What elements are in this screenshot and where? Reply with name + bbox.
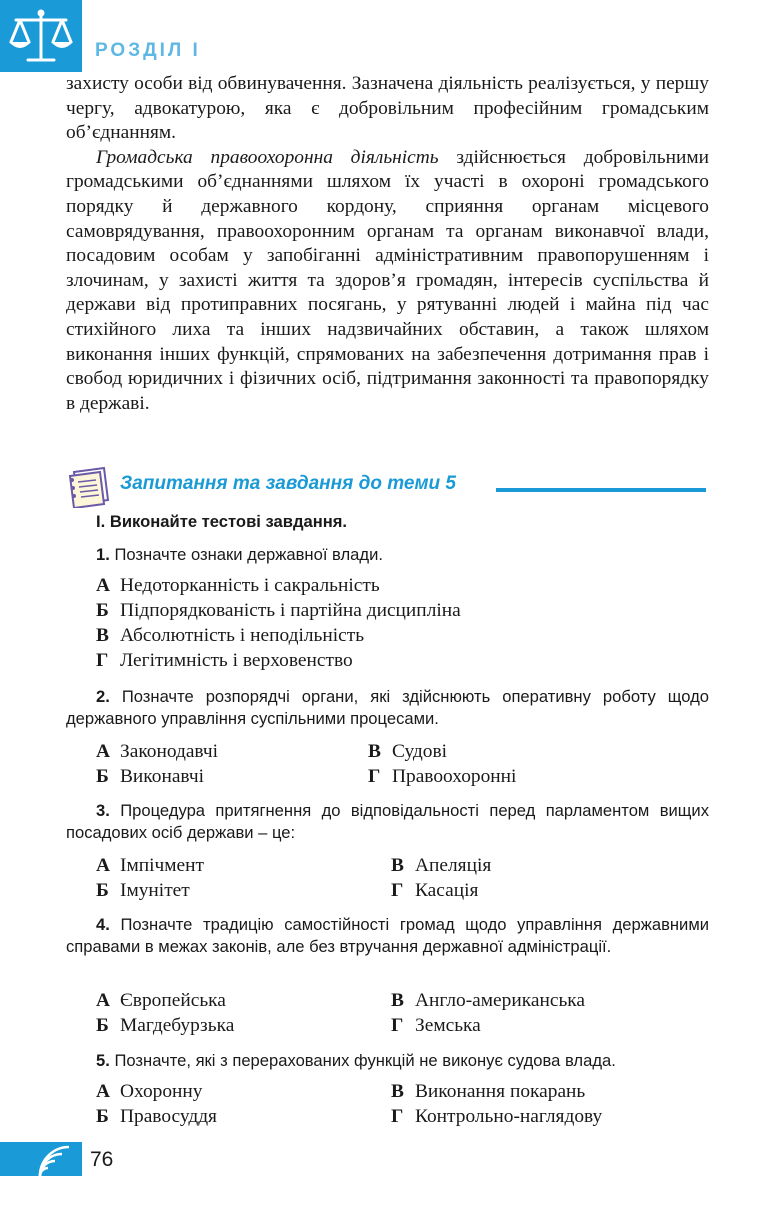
option-letter: Г [391, 1106, 404, 1127]
question-number: 1. [96, 545, 110, 564]
option-text: Контрольно-наглядову [415, 1106, 603, 1127]
option-1a [96, 573, 380, 598]
option-letter: А [96, 1081, 111, 1102]
option-letter: Б [96, 880, 109, 901]
question-number: 3. [96, 801, 110, 820]
option-letter: В [96, 625, 109, 646]
option-text: Магдебурзька [120, 1015, 235, 1036]
option-text: Правосуддя [120, 1106, 217, 1127]
option-text: Європейська [120, 990, 226, 1011]
option-letter: А [96, 855, 111, 876]
option-letter: В [391, 1081, 404, 1102]
question-5 [96, 1050, 709, 1072]
notebook-icon [66, 466, 112, 508]
option-text: Виконання покарань [415, 1081, 586, 1102]
option-3a [96, 853, 204, 878]
emphasized-term: Громадська правоохоронна діяльність [96, 146, 439, 168]
scales-icon [6, 4, 76, 68]
option-3b [96, 878, 190, 903]
body-text [66, 72, 709, 416]
question-number: 5. [96, 1051, 110, 1070]
question-number: 2. [96, 687, 110, 706]
option-text: Імпічмент [120, 855, 204, 876]
option-letter: Б [96, 766, 109, 787]
option-4a [96, 988, 226, 1013]
option-letter: В [368, 741, 381, 762]
signal-arcs-icon [34, 1142, 82, 1176]
option-letter: А [96, 575, 111, 596]
task-heading: I. Виконайте тестові завдання. [96, 512, 348, 531]
option-4c [391, 988, 585, 1013]
option-letter: А [96, 990, 111, 1011]
option-text: Охоронну [120, 1081, 203, 1102]
option-text: Законодавчі [120, 741, 218, 762]
option-2b [96, 764, 204, 789]
option-letter: Б [96, 1106, 109, 1127]
option-text: Виконавчі [120, 766, 204, 787]
question-text: Позначте традицію самостійності громад щодо управління державними справами в межах законів, але без втручання державної адміністрації. [66, 915, 709, 956]
option-text: Англо-американська [415, 990, 586, 1011]
option-letter: В [391, 855, 404, 876]
question-4 [66, 914, 709, 958]
option-text: Правоохоронні [392, 766, 517, 787]
question-1 [96, 544, 709, 566]
option-1c [96, 623, 364, 648]
questions-title: Запитання та завдання до теми 5 [120, 473, 456, 494]
option-5a [96, 1079, 203, 1104]
option-2c [368, 739, 447, 764]
title-rule [496, 488, 706, 492]
option-text: Судові [392, 741, 448, 762]
option-letter: Б [96, 600, 109, 621]
question-text: Позначте, які з перерахованих функцій не виконує судова влада. [109, 1051, 616, 1070]
option-5b [96, 1104, 217, 1129]
option-text: Недоторканність і сакральність [120, 575, 380, 596]
option-text: Земська [415, 1015, 481, 1036]
question-2 [66, 686, 709, 730]
option-4b [96, 1013, 234, 1038]
option-letter: Г [391, 1015, 404, 1036]
question-text: Процедура притягнення до відповідальності перед парламентом вищих посадових осіб держави – це: [66, 801, 709, 842]
option-letter: Г [96, 650, 109, 671]
paragraph-text: здійснюється добровільними громадськими об’єднаннями шляхом їх участі в охороні громадського порядку й державного кордону, сприяння органам місцевого самоврядування, правоохоронним органам та органам виконавчої влади, посадовим особам у запобіганні адміністративним правопорушенням і злочинам, у захисті життя та здоров’я громадян, інтересів суспільства й держави від протиправних посягань, у рятуванні людей і майна під час стихійного лиха та інших надзвичайних обставин, а також шляхом виконання інших функцій, спрямованих на забезпечення дотримання прав і свобод юридичних і фізичних осіб, підтримання законності та правопорядку в державі. [66, 146, 709, 414]
option-1d [96, 648, 353, 673]
option-1b [96, 598, 461, 623]
option-letter: Г [368, 766, 381, 787]
option-4d [391, 1013, 481, 1038]
question-text: Позначте ознаки державної влади. [109, 545, 383, 564]
option-text: Апеляція [415, 855, 492, 876]
option-3d [391, 878, 478, 903]
paragraph-continued: захисту особи від обвинувачення. Зазначена діяльність реалізується, у першу чергу, адвокатурою, яка є добровільним професійним громадським об’єднанням. [66, 73, 709, 144]
option-5c [391, 1079, 585, 1104]
option-letter: А [96, 741, 111, 762]
question-number: 4. [96, 915, 110, 934]
option-2d [368, 764, 516, 789]
paragraph-public-law-enforcement [66, 146, 709, 417]
option-5d [391, 1104, 602, 1129]
option-letter: Г [391, 880, 404, 901]
option-text: Абсолютність і неподільність [120, 625, 365, 646]
section-label: РОЗДІЛ I [95, 40, 201, 61]
option-letter: В [391, 990, 404, 1011]
page-number: 76 [90, 1148, 114, 1171]
footer-bar [0, 1142, 82, 1176]
option-3c [391, 853, 491, 878]
question-text: Позначте розпорядчі органи, які здійснюють оперативну роботу щодо державного управління суспільними процесами. [66, 687, 709, 728]
option-2a [96, 739, 218, 764]
option-text: Підпорядкованість і партійна дисципліна [120, 600, 461, 621]
question-3 [66, 800, 709, 844]
option-text: Касація [415, 880, 479, 901]
option-text: Легітимність і верховенство [120, 650, 353, 671]
section-logo [0, 0, 82, 72]
option-text: Імунітет [120, 880, 190, 901]
option-letter: Б [96, 1015, 109, 1036]
